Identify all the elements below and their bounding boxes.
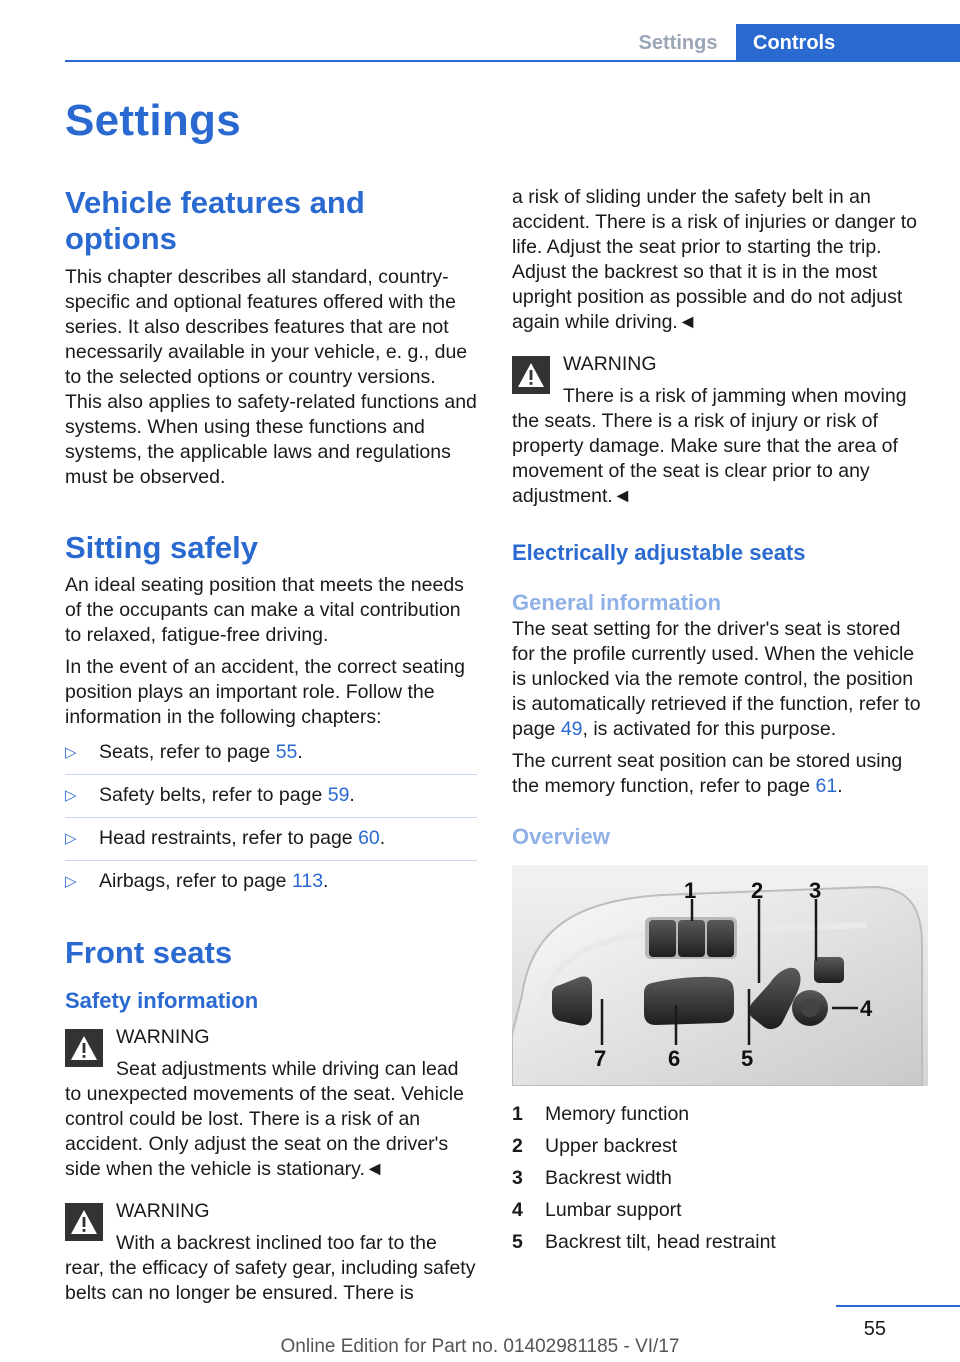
warning-icon xyxy=(65,1029,103,1067)
figure-label-1: 1 xyxy=(684,878,697,903)
page-link[interactable]: 59 xyxy=(327,784,350,806)
heading-sitting-safely: Sitting safely xyxy=(65,530,258,565)
warning-text: Seat adjustments while driving can lead xyxy=(116,1058,459,1080)
figure-label-2: 2 xyxy=(751,878,764,903)
warning-block xyxy=(512,352,928,509)
triangle-bullet-icon: ▷ xyxy=(65,744,77,761)
warning-label: WARNING xyxy=(563,353,657,375)
paragraph-warning-continued: a risk of sliding under the safety belt in an accident. There is a risk of injuries or danger to life. Adjust the seat prior to starting the trip. Adjust the backrest so that it is in the most upright position as possible and do not adjust again while driving.◄ xyxy=(512,186,918,333)
list-item: ▷ Head restraints, refer to page 60. xyxy=(65,826,477,861)
list-item: ▷ Airbags, refer to page 113. xyxy=(65,870,329,892)
legend-row: 3 Backrest width xyxy=(512,1167,672,1189)
warning-text: the seats. There is a risk of injury or risk of property damage. Make sure that the area of movement of the seat is clear prior to any adjustment.◄ xyxy=(512,410,898,507)
legend-row: 1 Memory function xyxy=(512,1103,690,1125)
page-link[interactable]: 55 xyxy=(275,741,298,763)
warning-label: WARNING xyxy=(116,1200,210,1222)
right-column xyxy=(512,185,928,1258)
heading-general-information: General information xyxy=(512,590,722,615)
figure-label-5: 5 xyxy=(741,1046,754,1071)
paragraph-general-2: The current seat position can be stored using the memory function, refer to page 61. xyxy=(512,750,903,797)
footer-rule xyxy=(836,1305,960,1307)
warning-text: rear, the efficacy of safety gear, including safety belts can no longer be ensured. There is xyxy=(65,1257,476,1304)
figure-label-6: 6 xyxy=(668,1046,681,1071)
heading-vehicle-features: Vehicle features and options xyxy=(65,185,365,256)
heading-front-seats: Front seats xyxy=(65,935,233,970)
paragraph-general-1: The seat setting for the driver's seat is stored for the profile currently used. When the vehicle is unlocked via the remote control, the position is automatically retrieved if the function, refer to page 49, is activated for this purpose. xyxy=(512,618,921,740)
page-number: 55 xyxy=(863,1318,886,1340)
footer-edition: Online Edition for Part no. 01402981185 - VI/17 xyxy=(280,1336,680,1357)
legend-row: 4 Lumbar support xyxy=(512,1199,682,1221)
page-link[interactable]: 60 xyxy=(358,827,380,849)
paragraph-sitting-1: An ideal seating position that meets the needs of the occupants can make a vital contribution to relaxed, fatigue-free driving. xyxy=(65,574,464,646)
page-link[interactable]: 49 xyxy=(560,718,583,740)
legend-row: 5 Backrest tilt, head restraint xyxy=(512,1231,776,1253)
warning-block xyxy=(65,1199,477,1306)
paragraph-vehicle-features: This chapter describes all standard, country-specific and optional features offered with the series. It also describes features that are not necessarily available in your vehicle, e. g., due to the selected options or country versions. This also applies to safety-related functions and systems. When using these functions and systems, the applicable laws and regulations must be observed. xyxy=(65,266,477,488)
heading-electric-seats: Electrically adjustable seats xyxy=(512,540,806,565)
figure-legend xyxy=(512,1098,928,1258)
header-chapter-tab: Controls xyxy=(736,24,960,62)
page-link[interactable]: 113 xyxy=(291,870,324,892)
triangle-bullet-icon: ▷ xyxy=(65,830,77,847)
list-item: ▷ Safety belts, refer to page 59. xyxy=(65,783,477,818)
warning-text: With a backrest inclined too far to the xyxy=(116,1232,437,1254)
header-section-tab: Settings xyxy=(638,31,718,54)
triangle-bullet-icon: ▷ xyxy=(65,787,77,804)
legend-row: 2 Upper backrest xyxy=(512,1135,678,1157)
figure-label-3: 3 xyxy=(809,878,822,903)
warning-block xyxy=(65,1025,477,1182)
seat-controls-figure xyxy=(512,865,928,1086)
chapter-reference-list xyxy=(65,740,477,903)
page-title: Settings xyxy=(65,96,241,145)
heading-safety-information: Safety information xyxy=(65,988,259,1013)
figure-label-4: 4 xyxy=(860,996,873,1021)
warning-icon xyxy=(65,1203,103,1241)
warning-text: to unexpected movements of the seat. Vehicle control could be lost. There is a risk of an accident. Only adjust the seat on the driver's side when the vehicle is stationary.◄ xyxy=(65,1083,464,1180)
warning-icon xyxy=(512,356,550,394)
page-link[interactable]: 61 xyxy=(815,775,838,797)
heading-overview: Overview xyxy=(512,824,610,849)
figure-label-7: 7 xyxy=(594,1046,607,1071)
header-rule xyxy=(65,60,960,62)
left-column xyxy=(65,185,477,1306)
paragraph-sitting-2: In the event of an accident, the correct seating position plays an important role. Follow the information in the following chapters: xyxy=(65,656,465,728)
triangle-bullet-icon: ▷ xyxy=(65,873,77,890)
warning-text: There is a risk of jamming when moving xyxy=(563,385,907,407)
list-item: ▷ Seats, refer to page 55. xyxy=(65,740,477,775)
warning-label: WARNING xyxy=(116,1026,210,1048)
